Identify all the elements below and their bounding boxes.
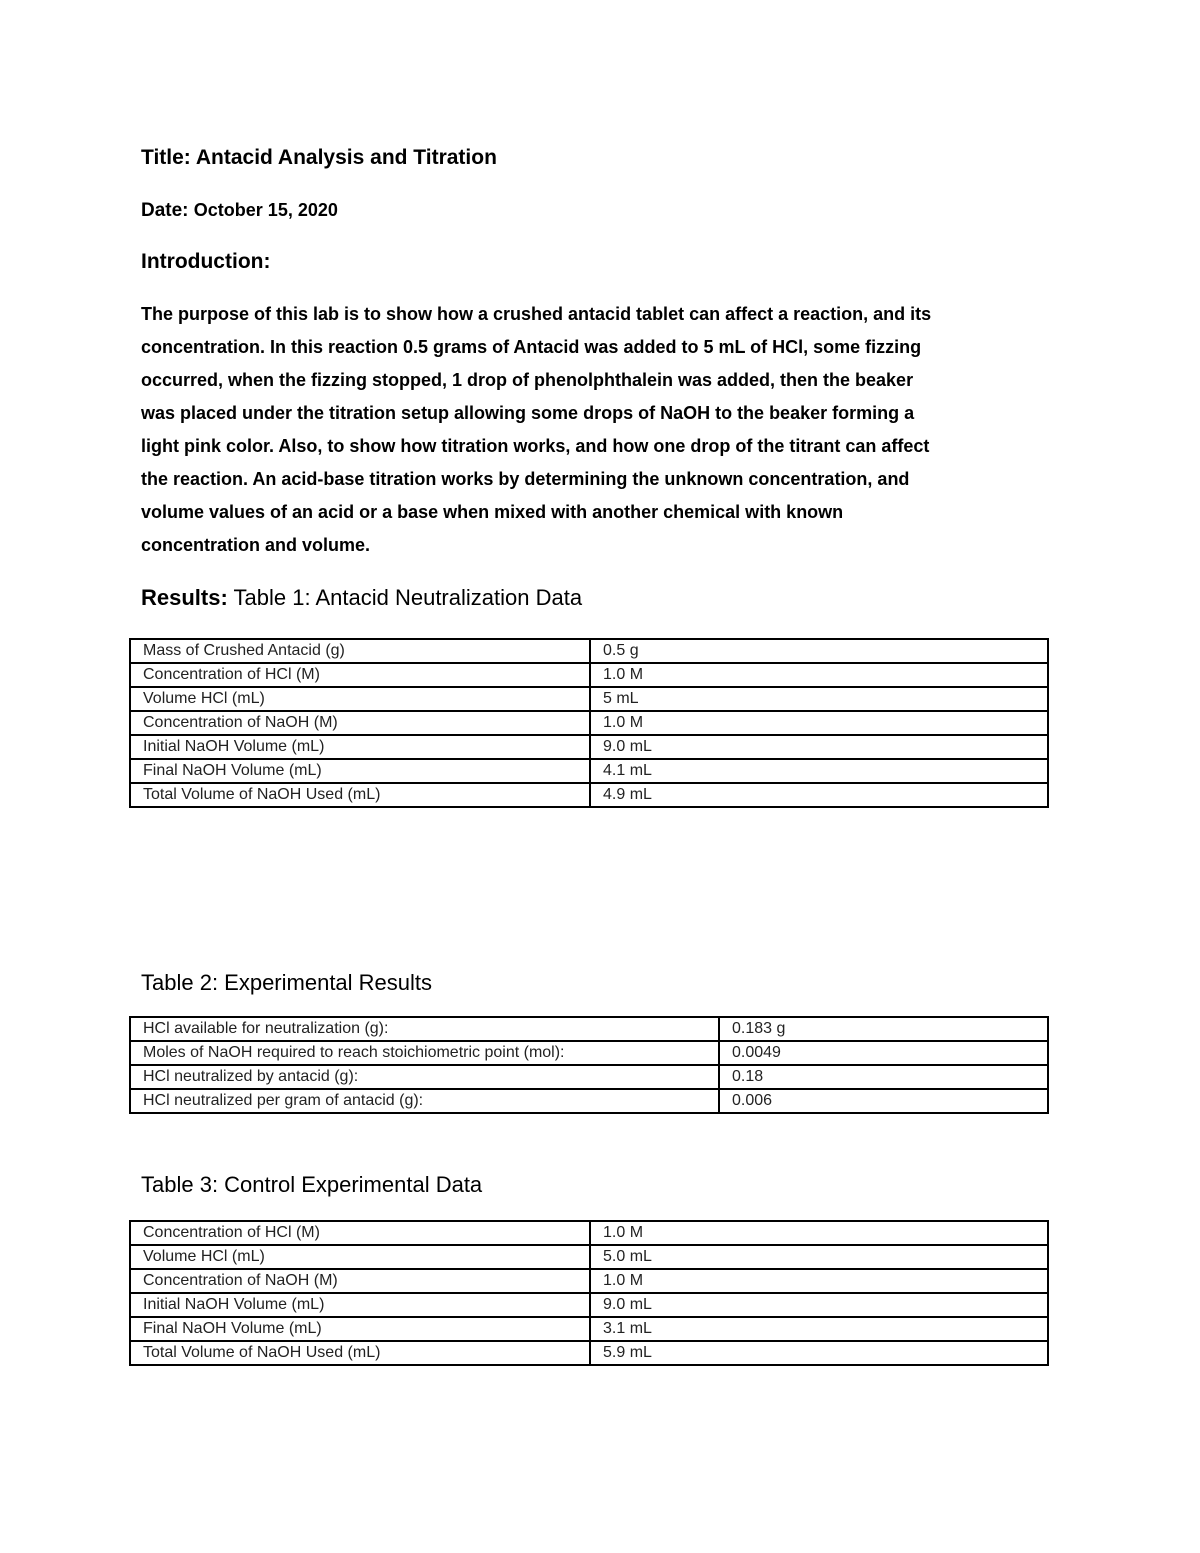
table-cell-label: HCl neutralized by antacid (g): — [130, 1065, 719, 1089]
table-row — [130, 1317, 1048, 1341]
table-row — [130, 1089, 1048, 1113]
table1-antacid-neutralization — [129, 638, 1049, 808]
intro-line: concentration and volume. — [141, 535, 371, 555]
table-cell-value: 5.0 mL — [590, 1245, 1048, 1269]
table-row — [130, 639, 1048, 663]
table-cell-value: 0.183 g — [719, 1017, 1048, 1041]
table-row — [130, 1017, 1048, 1041]
table-cell-value: 0.18 — [719, 1065, 1048, 1089]
table-cell-label: Mass of Crushed Antacid (g) — [130, 639, 590, 663]
table-row — [130, 1293, 1048, 1317]
table2-caption: Table 2: Experimental Results — [141, 970, 433, 995]
table-cell-value: 9.0 mL — [590, 735, 1048, 759]
results-label: Results: — [141, 585, 228, 610]
table3-control-experimental-data — [129, 1220, 1049, 1366]
table-cell-value: 0.0049 — [719, 1041, 1048, 1065]
table-row — [130, 735, 1048, 759]
table-row — [130, 783, 1048, 807]
table-cell-value: 1.0 M — [590, 1221, 1048, 1245]
table-cell-label: Initial NaOH Volume (mL) — [130, 1293, 590, 1317]
introduction-paragraph — [141, 298, 1061, 562]
table3-caption: Table 3: Control Experimental Data — [141, 1172, 483, 1197]
intro-line: the reaction. An acid-base titration works by determining the unknown concentration, and — [141, 469, 910, 489]
table-row — [130, 1269, 1048, 1293]
table-row — [130, 663, 1048, 687]
table-cell-label: Moles of NaOH required to reach stoichiometric point (mol): — [130, 1041, 719, 1065]
table-row — [130, 759, 1048, 783]
table-cell-label: HCl available for neutralization (g): — [130, 1017, 719, 1041]
table-row — [130, 687, 1048, 711]
table-cell-value: 5.9 mL — [590, 1341, 1048, 1365]
results-heading — [141, 585, 582, 611]
table2-experimental-results — [129, 1016, 1049, 1114]
table-cell-label: Volume HCl (mL) — [130, 687, 590, 711]
table-cell-label: Total Volume of NaOH Used (mL) — [130, 783, 590, 807]
table-cell-label: Concentration of HCl (M) — [130, 663, 590, 687]
table-cell-value: 1.0 M — [590, 1269, 1048, 1293]
intro-line: occurred, when the fizzing stopped, 1 drop of phenolphthalein was added, then the beaker — [141, 370, 914, 390]
intro-line: The purpose of this lab is to show how a crushed antacid tablet can affect a reaction, and its — [141, 304, 932, 324]
table-cell-value: 1.0 M — [590, 711, 1048, 735]
table-row — [130, 1041, 1048, 1065]
table-row — [130, 1065, 1048, 1089]
date-label: Date: — [141, 200, 189, 221]
introduction-heading: Introduction: — [141, 250, 271, 273]
table-cell-value: 5 mL — [590, 687, 1048, 711]
date-text: October 15, 2020 — [193, 200, 338, 220]
table-row — [130, 1341, 1048, 1365]
table-cell-value: 9.0 mL — [590, 1293, 1048, 1317]
intro-line: was placed under the titration setup allowing some drops of NaOH to the beaker forming a — [141, 403, 915, 423]
table-cell-label: Initial NaOH Volume (mL) — [130, 735, 590, 759]
table-cell-value: 1.0 M — [590, 663, 1048, 687]
date-line — [141, 200, 338, 222]
table-cell-label: Final NaOH Volume (mL) — [130, 759, 590, 783]
table-cell-label: Final NaOH Volume (mL) — [130, 1317, 590, 1341]
table-row — [130, 711, 1048, 735]
table-cell-label: Concentration of NaOH (M) — [130, 711, 590, 735]
title-line — [141, 146, 497, 170]
table-cell-value: 0.5 g — [590, 639, 1048, 663]
intro-line: concentration. In this reaction 0.5 grams of Antacid was added to 5 mL of HCl, some fizzing — [141, 337, 922, 357]
title-text: Antacid Analysis and Titration — [195, 146, 497, 169]
table-cell-label: Concentration of HCl (M) — [130, 1221, 590, 1245]
table-cell-value: 3.1 mL — [590, 1317, 1048, 1341]
table-cell-label: Total Volume of NaOH Used (mL) — [130, 1341, 590, 1365]
table1-caption: Table 1: Antacid Neutralization Data — [233, 585, 583, 610]
table-cell-label: Concentration of NaOH (M) — [130, 1269, 590, 1293]
table-cell-label: Volume HCl (mL) — [130, 1245, 590, 1269]
table-cell-value: 4.9 mL — [590, 783, 1048, 807]
intro-line: light pink color. Also, to show how titration works, and how one drop of the titrant can affect — [141, 436, 930, 456]
table-cell-value: 0.006 — [719, 1089, 1048, 1113]
table-cell-value: 4.1 mL — [590, 759, 1048, 783]
intro-line: volume values of an acid or a base when mixed with another chemical with known — [141, 502, 844, 522]
table-row — [130, 1245, 1048, 1269]
table-cell-label: HCl neutralized per gram of antacid (g): — [130, 1089, 719, 1113]
table-row — [130, 1221, 1048, 1245]
title-label: Title: — [141, 146, 191, 169]
